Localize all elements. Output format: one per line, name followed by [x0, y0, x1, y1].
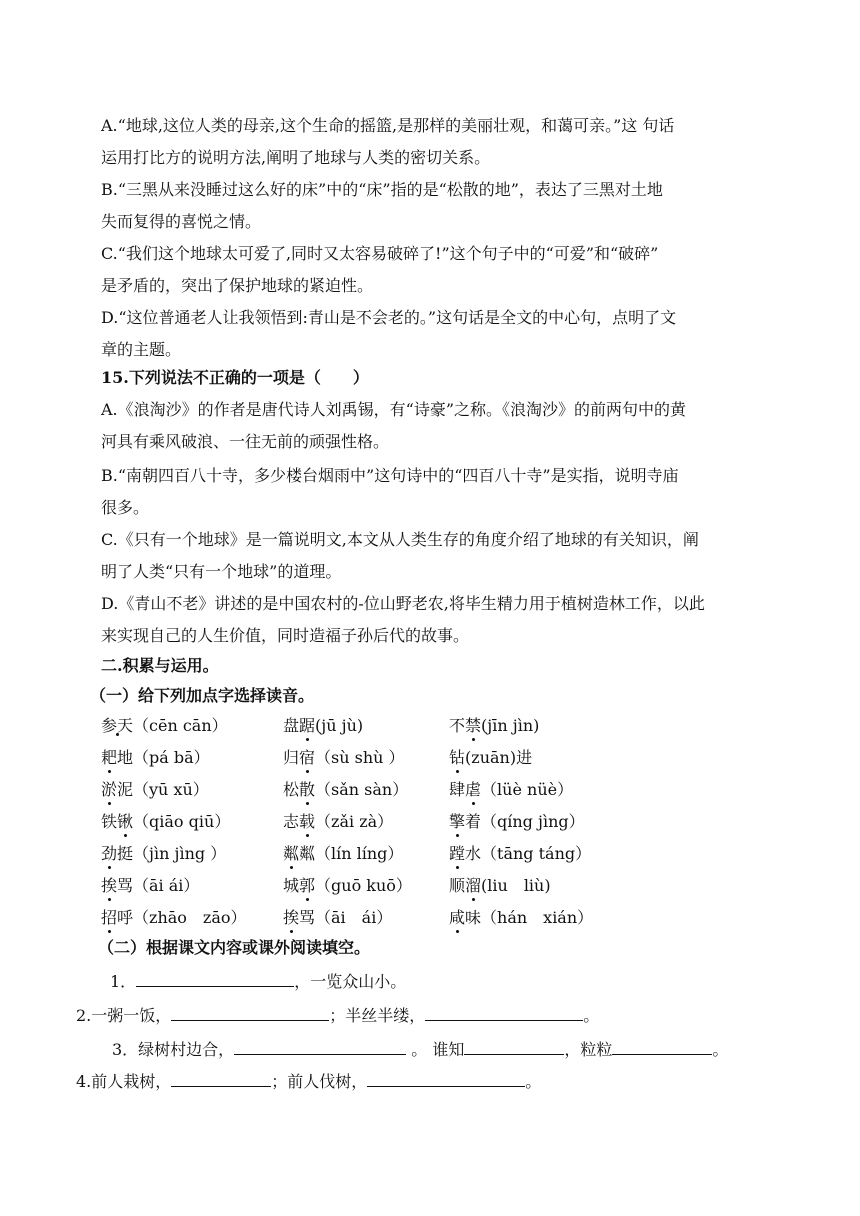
pinyin-item-reading: 骂（āi ái）	[117, 876, 200, 895]
pinyin-dotted-char: 锹	[117, 812, 134, 831]
fill-1-blank[interactable]	[136, 970, 294, 987]
section-2-title: 二.积累与运用。	[101, 656, 219, 675]
q15-option-c-line1: C.《只有一个地球》是一篇说明文,本文从人类生存的角度介绍了地球的有关知识，阐	[101, 530, 699, 549]
pinyin-dotted-char: 踞	[299, 716, 316, 735]
pinyin-item	[449, 748, 532, 768]
pinyin-dotted-char: 咸	[449, 908, 466, 927]
pinyin-item-reading: 着（qíng jìng）	[465, 812, 585, 831]
pinyin-row	[101, 844, 621, 876]
q14-option-c-line2: 是矛盾的，突出了保护地球的紧迫性。	[101, 276, 374, 295]
pinyin-dotted-char: 挨	[283, 908, 300, 927]
fill-2-blank-1[interactable]	[171, 1004, 329, 1021]
pinyin-row	[101, 748, 621, 780]
q14-option-b-line1: B.“三黑从来没睡过这么好的床”中的“床”指的是“松散的地”，表达了三黑对土地	[101, 180, 663, 199]
pinyin-dotted-char: 溜	[465, 876, 482, 895]
pinyin-item	[449, 876, 551, 896]
pinyin-item-reading: 挺（jìn jìng ）	[117, 844, 227, 863]
pinyin-item	[101, 876, 199, 896]
pinyin-item-prefix: 城	[283, 876, 300, 895]
pinyin-item-reading: (liu liù)	[481, 876, 551, 895]
pinyin-dotted-char: 耙	[101, 748, 118, 767]
fill-line-3	[112, 1038, 728, 1060]
pinyin-item-reading: （lüè nüè）	[481, 780, 574, 799]
pinyin-dotted-char: 挨	[101, 876, 118, 895]
pinyin-item-prefix: 盘	[283, 716, 300, 735]
pinyin-item	[449, 908, 593, 928]
pinyin-item	[449, 780, 573, 800]
fill-line-1	[110, 970, 406, 992]
fill-4-mid: ；前人伐树，	[271, 1072, 368, 1091]
pinyin-item	[283, 812, 393, 832]
q14-option-c-line1: C.“我们这个地球太可爱了,同时又太容易破碎了!”这个句子中的“可爱”和“破碎”	[101, 244, 659, 263]
pinyin-dotted-char: 粼	[283, 844, 300, 863]
pinyin-dotted-char: 淤	[101, 780, 118, 799]
fill-3-mid1: 。 谁知	[406, 1040, 465, 1059]
pinyin-item	[283, 716, 363, 736]
q15-option-d-line1: D.《青山不老》讲述的是中国农村的-位山野老农,将毕生精力用于植树造林工作，以此	[101, 594, 705, 613]
pinyin-dotted-char: 宿	[299, 748, 316, 767]
pinyin-item	[449, 812, 585, 832]
q15-option-b-line2: 很多。	[101, 498, 150, 517]
pinyin-item	[101, 748, 210, 768]
q14-option-b-line2: 失而复得的喜悦之情。	[101, 212, 262, 231]
pinyin-item-reading: （qiāo qiū）	[133, 812, 231, 831]
fill-4-tail: 。	[525, 1072, 542, 1091]
pinyin-item	[283, 748, 405, 768]
pinyin-item	[101, 844, 226, 864]
part-2-title: （二）根据课文内容或课外阅读填空。	[98, 938, 371, 957]
pinyin-item-prefix: 志	[283, 812, 300, 831]
q15-title: 15.下列说法不正确的一项是（ ）	[101, 368, 369, 387]
fill-2-head: 2.一粥一饭，	[76, 1006, 172, 1025]
q15-option-d-line2: 来实现自己的人生价值，同时造福子孙后代的故事。	[101, 626, 470, 645]
pinyin-item-reading: 泥（yū xū）	[117, 780, 209, 799]
pinyin-item-prefix: 归	[283, 748, 300, 767]
pinyin-row	[101, 876, 621, 908]
q15-option-a-line2: 河具有乘风破浪、一往无前的顽强性格。	[101, 432, 390, 451]
fill-3-head: 3．绿树村边合，	[112, 1040, 235, 1059]
pinyin-item-reading: （sǎn sàn）	[315, 780, 409, 799]
pinyin-item-reading: (zuān)进	[465, 748, 533, 767]
fill-1-number: 1．	[110, 972, 137, 991]
pinyin-choice-grid	[101, 716, 621, 940]
q15-option-a-line1: A.《浪淘沙》的作者是唐代诗人刘禹锡，有“诗豪”之称。《浪淘沙》的前两句中的黄	[101, 400, 687, 419]
q14-option-a-line1: A.“地球,这位人类的母亲,这个生命的摇篮,是那样的美丽壮观，和蔼可亲。”这 句话	[101, 116, 675, 135]
pinyin-item-reading: 水（tāng táng）	[465, 844, 592, 863]
pinyin-item	[283, 908, 392, 928]
pinyin-item	[101, 908, 247, 928]
pinyin-dotted-char: 劲	[101, 844, 118, 863]
pinyin-item-reading: 粼（lín líng）	[299, 844, 404, 863]
pinyin-item-prefix: 松	[283, 780, 300, 799]
fill-3-mid2: ，粒粒	[564, 1040, 613, 1059]
pinyin-item-reading: 天（cēn cān）	[117, 716, 228, 735]
pinyin-item-reading: 味（hán xián）	[465, 908, 594, 927]
q14-option-a-line2: 运用打比方的说明方法,阐明了地球与人类的密切关系。	[101, 148, 491, 167]
pinyin-item	[101, 812, 230, 832]
pinyin-dotted-char: 招	[101, 908, 118, 927]
fill-line-2	[76, 1004, 599, 1026]
pinyin-item-reading: 地（pá bā）	[117, 748, 210, 767]
pinyin-item-prefix: 顺	[449, 876, 466, 895]
pinyin-dotted-char: 擎	[449, 812, 466, 831]
pinyin-item-reading: （zǎi zà）	[315, 812, 394, 831]
q14-option-d-line2: 章的主题。	[101, 340, 182, 359]
pinyin-item-prefix: 参	[101, 716, 118, 735]
pinyin-dotted-char: 虐	[465, 780, 482, 799]
pinyin-item-reading: 呼（zhāo zāo）	[117, 908, 247, 927]
q14-option-d-line1: D.“这位普通老人让我领悟到:青山是不会老的。”这句话是全文的中心句，点明了文	[101, 308, 677, 327]
fill-3-blank-2[interactable]	[464, 1038, 564, 1055]
pinyin-item	[101, 716, 228, 736]
pinyin-item-reading: 骂（āi ái）	[299, 908, 393, 927]
pinyin-item	[283, 844, 403, 864]
pinyin-item	[101, 780, 209, 800]
fill-2-mid: ；半丝半缕，	[329, 1006, 426, 1025]
pinyin-row	[101, 908, 621, 940]
pinyin-item	[283, 876, 412, 896]
pinyin-row	[101, 716, 621, 748]
pinyin-dotted-char: 蹚	[449, 844, 466, 863]
fill-3-blank-1[interactable]	[234, 1038, 406, 1055]
pinyin-item-prefix: 不	[449, 716, 466, 735]
fill-3-tail: 。	[712, 1040, 729, 1059]
pinyin-item	[449, 844, 591, 864]
pinyin-dotted-char: 郭	[299, 876, 316, 895]
pinyin-item	[283, 780, 408, 800]
pinyin-row	[101, 780, 621, 812]
pinyin-dotted-char: 钻	[449, 748, 466, 767]
pinyin-dotted-char: 载	[299, 812, 316, 831]
fill-2-blank-2[interactable]	[425, 1004, 583, 1021]
fill-4-head: 4.前人栽树，	[76, 1072, 172, 1091]
pinyin-dotted-char: 禁	[465, 716, 482, 735]
pinyin-row	[101, 812, 621, 844]
pinyin-item-reading: (jū jù)	[315, 716, 364, 735]
pinyin-item-reading: (jīn jìn)	[481, 716, 540, 735]
pinyin-dotted-char: 散	[299, 780, 316, 799]
pinyin-item-reading: （guō kuō）	[315, 876, 412, 895]
fill-4-blank-1[interactable]	[171, 1070, 271, 1087]
fill-2-tail: 。	[583, 1006, 600, 1025]
pinyin-item	[449, 716, 539, 736]
fill-line-4	[76, 1070, 541, 1092]
q15-option-b-line1: B.“南朝四百八十寺，多少楼台烟雨中”这句诗中的“四百八十寺”是实指，说明寺庙	[101, 466, 679, 485]
pinyin-item-reading: （sù shù ）	[315, 748, 405, 767]
pinyin-item-prefix: 铁	[101, 812, 118, 831]
part-1-title: （一）给下列加点字选择读音。	[90, 686, 315, 705]
fill-3-blank-3[interactable]	[612, 1038, 712, 1055]
pinyin-item-prefix: 肆	[449, 780, 466, 799]
q15-option-c-line2: 明了人类“只有一个地球”的道理。	[101, 562, 342, 581]
fill-4-blank-2[interactable]	[367, 1070, 525, 1087]
fill-1-text: ，一览众山小。	[294, 972, 407, 991]
